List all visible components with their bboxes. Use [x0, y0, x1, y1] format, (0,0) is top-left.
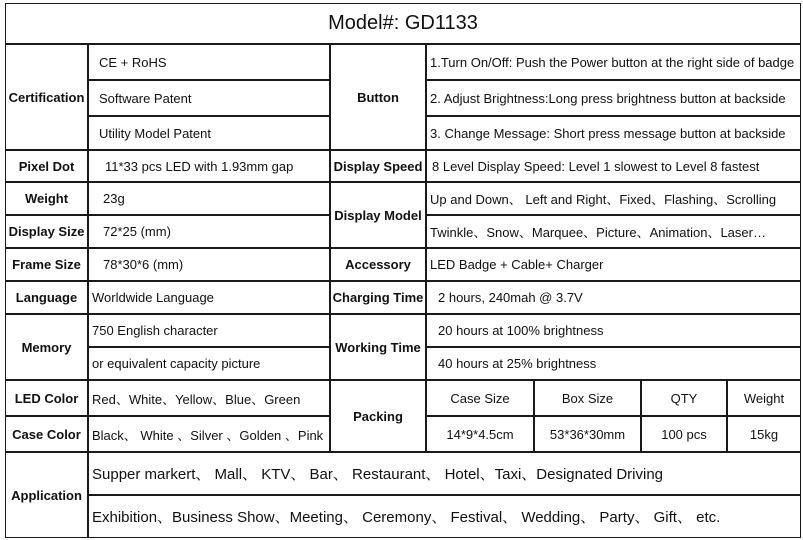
packing-box-size-value: 53*36*30mm	[534, 416, 641, 452]
certification-label: Certification	[5, 44, 88, 150]
led-color-value: Red、White、Yellow、Blue、Green	[88, 380, 330, 416]
memory-row-2: or equivalent capacity picture	[88, 347, 330, 380]
packing-label: Packing	[330, 380, 426, 452]
frame-size-value: 78*30*6 (mm)	[88, 248, 330, 281]
packing-qty-header: QTY	[641, 380, 727, 416]
case-color-value: Black、 White 、Silver 、Golden 、Pink	[88, 416, 330, 452]
certification-software-patent: Software Patent	[88, 80, 330, 116]
pixel-dot-value: 11*33 pcs LED with 1.93mm gap	[88, 150, 330, 182]
certification-utility-patent: Utility Model Patent	[88, 116, 330, 150]
language-value: Worldwide Language	[88, 281, 330, 314]
button-label: Button	[330, 44, 426, 150]
button-turn-on-off: 1.Turn On/Off: Push the Power button at the right side of badge	[426, 44, 801, 80]
working-time-row-2: 40 hours at 25% brightness	[426, 347, 801, 380]
button-change-message: 3. Change Message: Short press message button at backside	[426, 116, 801, 150]
display-speed-value: 8 Level Display Speed: Level 1 slowest to Level 8 fastest	[426, 150, 801, 182]
application-row-2: Exhibition、Business Show、Meeting、 Ceremony、 Festival、 Wedding、 Party、 Gift、 etc.	[88, 495, 801, 538]
working-time-label: Working Time	[330, 314, 426, 380]
display-speed-label: Display Speed	[330, 150, 426, 182]
packing-case-size-value: 14*9*4.5cm	[426, 416, 534, 452]
weight-value: 23g	[88, 182, 330, 215]
pixel-dot-label: Pixel Dot	[5, 150, 88, 182]
language-label: Language	[5, 281, 88, 314]
packing-case-size-header: Case Size	[426, 380, 534, 416]
button-adjust-brightness: 2. Adjust Brightness:Long press brightness button at backside	[426, 80, 801, 116]
display-model-row-2: Twinkle、Snow、Marquee、Picture、Animation、Laser…	[426, 215, 801, 248]
weight-label: Weight	[5, 182, 88, 215]
certification-ce-rohs: CE + RoHS	[88, 44, 330, 80]
led-color-label: LED Color	[5, 380, 88, 416]
accessory-value: LED Badge + Cable+ Charger	[426, 248, 801, 281]
application-label: Application	[5, 452, 88, 538]
packing-qty-value: 100 pcs	[641, 416, 727, 452]
display-size-value: 72*25 (mm)	[88, 215, 330, 248]
memory-row-1: 750 English character	[88, 314, 330, 347]
display-model-label: Display Model	[330, 182, 426, 248]
case-color-label: Case Color	[5, 416, 88, 452]
charging-time-value: 2 hours, 240mah @ 3.7V	[426, 281, 801, 314]
packing-weight-value: 15kg	[727, 416, 801, 452]
packing-weight-header: Weight	[727, 380, 801, 416]
working-time-row-1: 20 hours at 100% brightness	[426, 314, 801, 347]
memory-label: Memory	[5, 314, 88, 380]
accessory-label: Accessory	[330, 248, 426, 281]
packing-box-size-header: Box Size	[534, 380, 641, 416]
application-row-1: Supper markert、 Mall、 KTV、 Bar、 Restaurant、 Hotel、Taxi、Designated Driving	[88, 452, 801, 495]
charging-time-label: Charging Time	[330, 281, 426, 314]
frame-size-label: Frame Size	[5, 248, 88, 281]
page-title: Model#: GD1133	[5, 3, 801, 44]
display-model-row-1: Up and Down、 Left and Right、Fixed、Flashing、Scrolling	[426, 182, 801, 215]
display-size-label: Display Size	[5, 215, 88, 248]
